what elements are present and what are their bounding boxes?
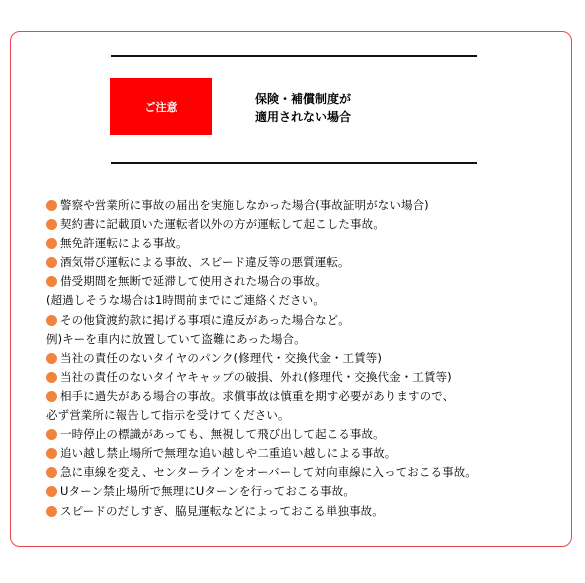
- list-item: [46, 291, 561, 310]
- list-item-text: 一時停止の標識があっても、無視して飛び出して起こる事故。: [60, 427, 385, 442]
- list-item: [46, 311, 561, 330]
- list-item: [46, 234, 561, 253]
- list-item: [46, 349, 561, 368]
- notice-label: ご注意: [144, 100, 178, 114]
- list-item-text: 無免許運転による事故。: [60, 236, 188, 251]
- bullet-dot-icon: [46, 219, 57, 230]
- list-item-text: 急に車線を変え、センターラインをオーバーして対向車線に入っておこる事故。: [60, 465, 477, 480]
- list-item: [46, 387, 561, 406]
- list-item-text: 当社の責任のないタイヤのパンク(修理代・交換代金・工賃等): [60, 350, 382, 365]
- list-item: [46, 482, 561, 501]
- bottom-divider: [111, 162, 477, 164]
- bullet-dot-icon: [46, 257, 57, 268]
- list-item-text: 追い越し禁止場所で無理な追い越しや二重追い越しによる事故。: [60, 446, 397, 461]
- list-item: [46, 444, 561, 463]
- bullet-dot-icon: [46, 238, 57, 249]
- list-item-text: 相手に過失がある場合の事故。求償事故は慎重を期す必要がありますので、: [60, 388, 455, 403]
- bullet-dot-icon: [46, 486, 57, 497]
- list-item-text: 必ず営業所に報告して指示を受けてください。: [46, 408, 290, 423]
- list-item-text: スピードのだしすぎ、脇見運転などによっておこる単独事故。: [60, 503, 384, 518]
- list-item: [46, 502, 561, 521]
- list-item: [46, 368, 561, 387]
- list-item-text: (超過しそうな場合は1時間前までにご連絡ください。: [46, 293, 325, 308]
- list-item: [46, 272, 561, 291]
- bullet-dot-icon: [46, 315, 57, 326]
- list-item-text: 借受期間を無断で延滞して使用された場合の事故。: [60, 274, 327, 289]
- bullet-dot-icon: [46, 353, 57, 364]
- list-item: [46, 463, 561, 482]
- list-item-text: 例)キーを車内に放置していて盗難にあった場合。: [46, 331, 306, 346]
- bullet-dot-icon: [46, 276, 57, 287]
- heading-line-2: 適用されない場合: [254, 110, 351, 124]
- list-item: [46, 215, 561, 234]
- bullet-dot-icon: [46, 467, 57, 478]
- bullet-dot-icon: [46, 429, 57, 440]
- heading-line-1: 保険・補償制度が: [254, 92, 351, 106]
- list-item-text: Uターン禁止場所で無理にUターンを行っておこる事故。: [60, 484, 355, 499]
- bullet-dot-icon: [46, 506, 57, 517]
- bullet-dot-icon: [46, 372, 57, 383]
- exclusion-list: [46, 196, 561, 521]
- list-item: [46, 425, 561, 444]
- page-heading: [238, 90, 368, 126]
- list-item-text: 契約書に記載頂いた運転者以外の方が運転して起こした事故。: [60, 217, 385, 232]
- list-item: [46, 253, 561, 272]
- list-item: [46, 406, 561, 425]
- list-item: [46, 196, 561, 215]
- bullet-dot-icon: [46, 200, 57, 211]
- bullet-dot-icon: [46, 391, 57, 402]
- bullet-dot-icon: [46, 448, 57, 459]
- list-item-text: 警察や営業所に事故の届出を実施しなかった場合(事故証明がない場合): [60, 198, 429, 212]
- list-item-text: その他貸渡約款に掲げる事項に違反があった場合など。: [60, 312, 350, 327]
- list-item: [46, 330, 561, 349]
- list-item-text: 当社の責任のないタイヤキャップの破損、外れ(修理代・交換代金・工賃等): [60, 369, 452, 384]
- list-item-text: 酒気帯び運転による事故、スピード違反等の悪質運転。: [60, 255, 350, 270]
- top-divider: [111, 55, 477, 57]
- notice-badge: [110, 78, 212, 135]
